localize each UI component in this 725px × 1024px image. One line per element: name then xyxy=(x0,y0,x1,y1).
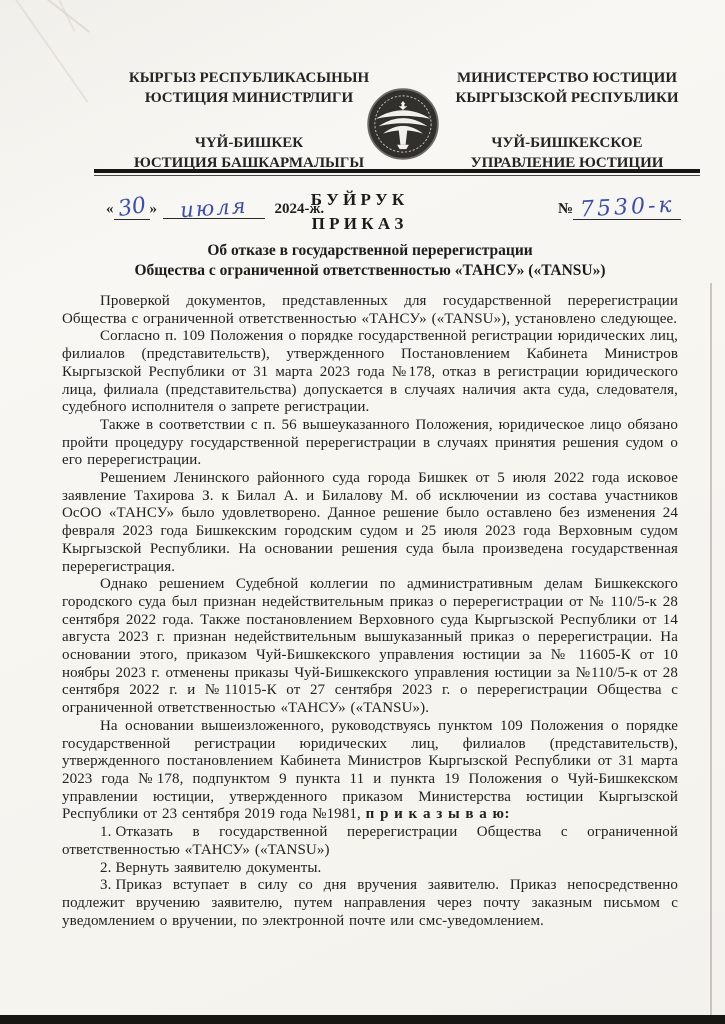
order-item xyxy=(62,824,678,859)
day-quote-close: » xyxy=(149,201,157,217)
handwritten-month: июля xyxy=(179,193,249,223)
handwritten-number: 7530-к xyxy=(579,192,676,223)
org-name-kyrgyz-line1: КЫРГЫЗ РЕСПУБЛИКАСЫНЫН xyxy=(128,70,370,86)
org-name-russian-line2: КЫРГЫЗСКОЙ РЕСПУБЛИКИ xyxy=(455,90,679,106)
body-paragraph: Согласно п. 109 Положения о порядке государственной регистрации юридических лиц, филиалов (представительств), утвержденного Постановлением Кабинета Министров Кыргызской Республики от 31 марта 2023 года №178, отказ в регистрации юридического лица, филиала (представительства) допускается в случаях наличия акта суда, следователя, судебного исполнителя о запрете регистрации. xyxy=(62,328,678,416)
order-item xyxy=(62,877,678,930)
body-paragraph: Проверкой документов, представленных для государственной перерегистрации Общества с ограниченной ответственностью «ТАНСУ» («TANSU»), установлено следующее. xyxy=(62,293,678,327)
order-title-line2: Общества с ограниченной ответственностью «ТАНСУ» («TANSU») xyxy=(134,261,606,279)
dept-name-kyrgyz-line1: ЧҮЙ-БИШКЕК xyxy=(194,135,304,151)
number-label: № xyxy=(558,201,574,217)
document-body xyxy=(62,241,678,930)
doc-type-russian: П Р И К А З xyxy=(311,214,404,233)
year-suffix: 2024-ж. xyxy=(274,201,325,217)
org-name-kyrgyz xyxy=(96,68,402,173)
body-paragraph: Также в соответствии с п. 56 вышеуказанного Положения, юридическое лицо обязано пройти процедуру государственной перерегистрации в случаях принятия решения судом о его перерегистрации. xyxy=(62,416,678,469)
day-quote-open: « xyxy=(106,201,114,217)
number-blank-line xyxy=(573,192,681,223)
body-paragraph: Однако решением Судебной коллегии по административным делам Бишкекского городского суда был признан недействительным приказ о перерегистрации от № 110/5-к 28 сентября 2022 года. Также постановлением Верховного суда Кыргызской Республики от 14 августа 2023 г. признан недействительным вышуказанный приказ о перерегистрации. На основании этого, приказом Чуй-Бишкекского управления юстиции за № 11605-К от 10 ноябры 2023 г. отменены приказы Чуй-Бишкекского управления юстиции за №110/5-к от 28 сентября 2022 г. и №11015-К от 27 сентября 2023 г. о перерегистрации Общества с ограниченной ответственностью «ТАНСУ» («TANSU»). xyxy=(62,576,678,717)
body-paragraph: Решением Ленинского районного суда города Бишкек от 5 июля 2022 года исковое заявление Тахирова З. к Билал А. и Билалову М. об исключении из состава участников ОсОО «ТАНСУ» было удовлетворено. Данное решение было оставлено без изменения 24 февраля 2023 года Бишкекским городским судом и 25 июля 2023 года Верховным судом Кыргызской Республики. На основании решения суда была произведена государственная перерегистрация. xyxy=(62,470,678,575)
order-item-text: Отказать в государственной перерегистрации Общества с ограниченной ответственностью «ТАНСУ» («TANSU») xyxy=(62,824,678,858)
resolution-bold-phrase: п р и к а з ы в а ю: xyxy=(365,806,510,823)
scan-edge-line xyxy=(710,283,712,1015)
doc-type-kyrgyz: Б У Й Р У К xyxy=(310,190,405,209)
handwritten-day: 30 xyxy=(115,192,148,223)
order-item-number: 2. xyxy=(100,859,112,876)
order-item-text: Приказ вступает в силу со дня вручения заявителю. Приказ непосредственно подлежит вручению заявителю, путем направления через почту заказным письмом с уведомлением о вручении, по электронной почте или смс-уведомлением. xyxy=(62,877,678,929)
order-item-number: 1. xyxy=(100,824,112,841)
org-name-russian xyxy=(426,68,708,173)
order-item xyxy=(62,860,678,878)
resolution-paragraph xyxy=(62,718,678,824)
document-meta-row xyxy=(0,180,725,246)
dept-name-kyrgyz-line2: ЮСТИЦИЯ БАШКАРМАЛЫГЫ xyxy=(133,155,365,171)
dept-name-russian-line1: ЧУЙ-БИШКЕКСКОЕ xyxy=(491,135,643,151)
org-name-kyrgyz-line2: ЮСТИЦИЯ МИНИСТРЛИГИ xyxy=(144,90,354,106)
order-item-number: 3. xyxy=(100,877,112,894)
resolution-text: На основании вышеизложенного, руководствуясь пунктом 109 Положения о порядке государственной регистрации юридических лиц, филиалов (представительств), утвержденного постановлением Кабинета Министров Кыргызской Республики от 31 марта 2023 года №178, подпунктом 9 пункта 11 и пункта 19 Положения о Чуй-Бишкекском управлении юстиции, утвержденного приказом Министерства юстиции Кыргызской Республики от 23 сентября 2019 года №1981, xyxy=(62,717,678,823)
org-name-russian-line1: МИНИСТЕРСТВО ЮСТИЦИИ xyxy=(456,70,677,86)
document-number-field xyxy=(558,192,681,223)
order-title-line1: Об отказе в государственной перерегистрации xyxy=(207,242,533,259)
header-divider-rule xyxy=(94,169,700,176)
scan-bottom-edge xyxy=(0,1015,725,1024)
order-item-text: Вернуть заявителю документы. xyxy=(115,859,322,876)
order-title xyxy=(62,241,678,280)
scan-crease xyxy=(0,0,90,33)
dept-name-russian-line2: УПРАВЛЕНИЕ ЮСТИЦИИ xyxy=(470,155,664,171)
scan-crease xyxy=(1,0,88,103)
